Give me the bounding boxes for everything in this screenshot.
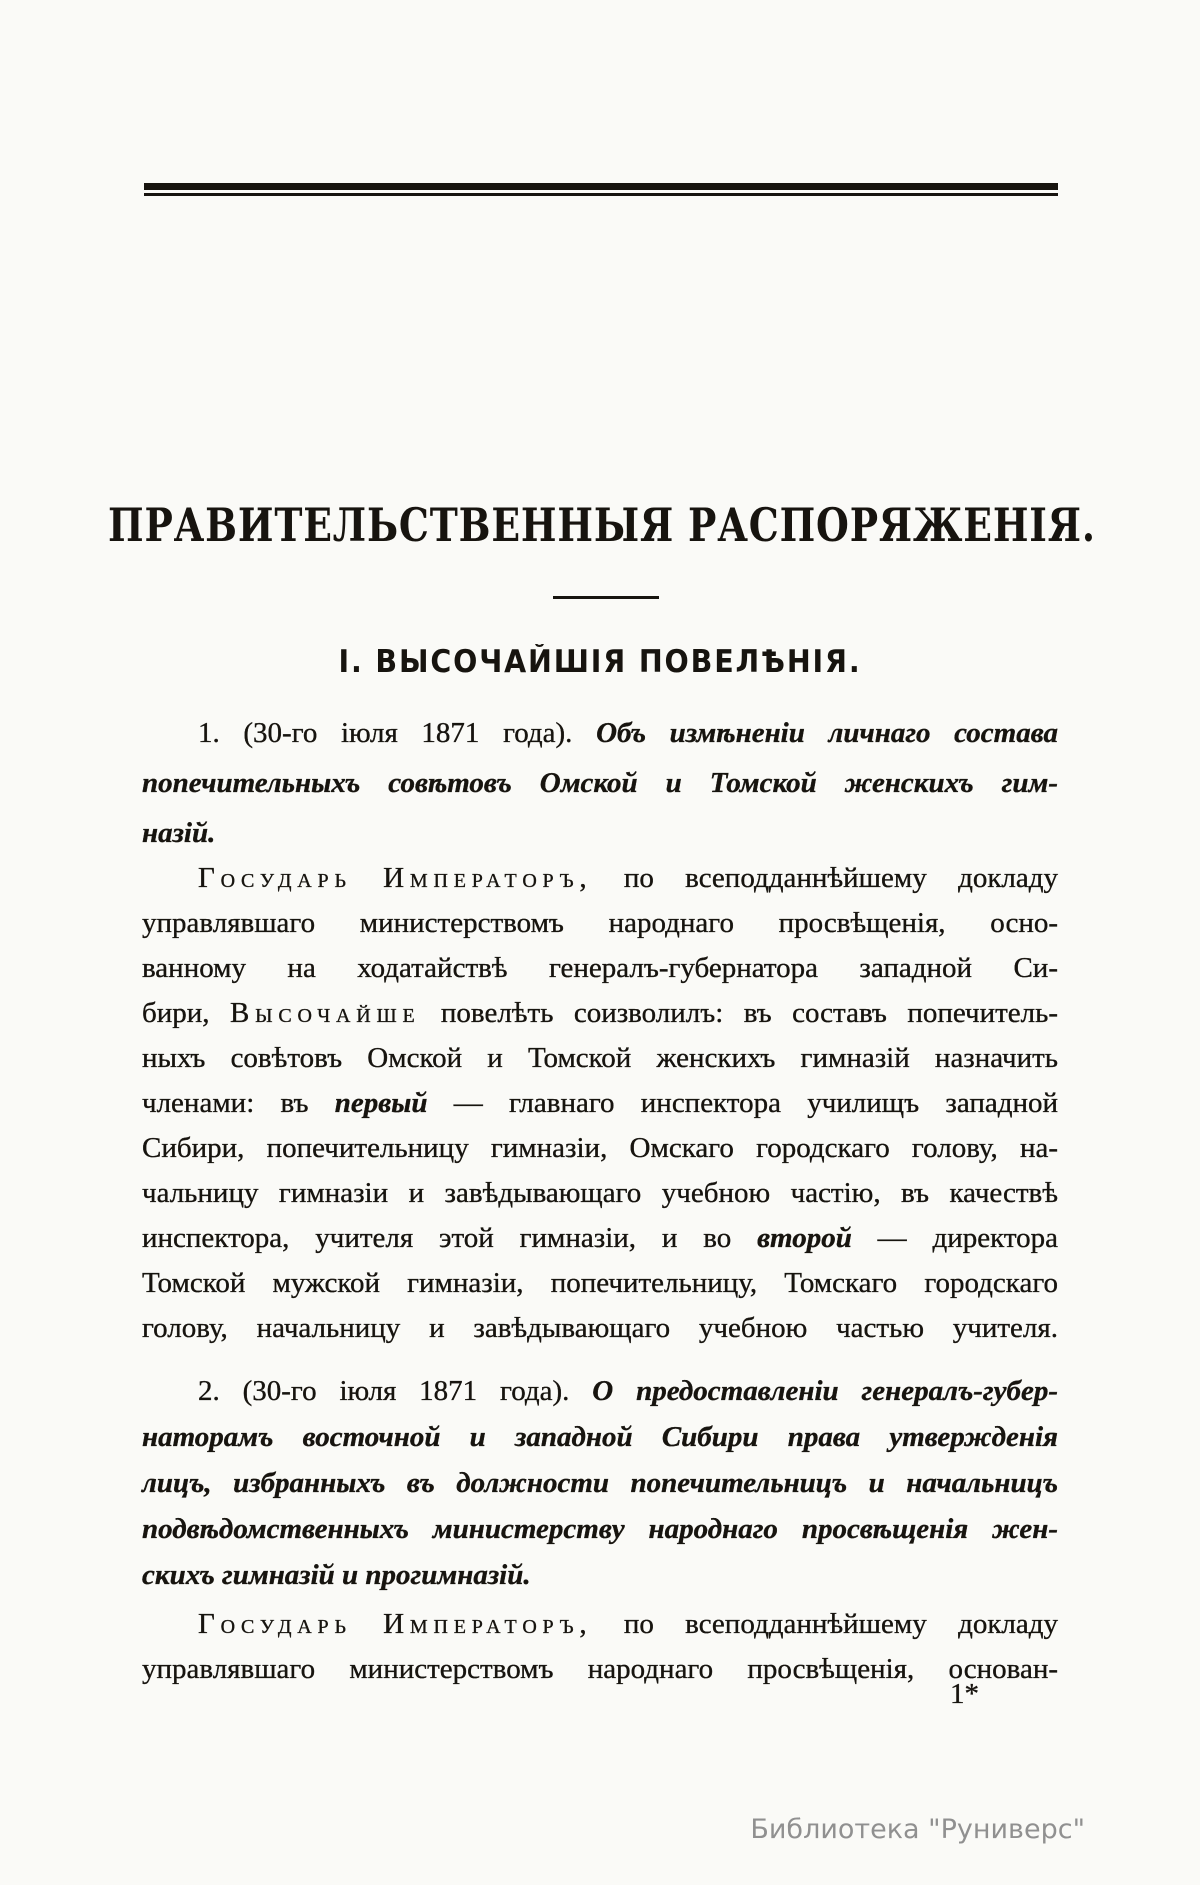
word-vtoroi-italic: второй [757,1222,852,1254]
word-pervyi-italic: первый [334,1087,428,1119]
text-line: управлявшаго министерствомъ народнаго просвѣщенія, основан- [142,1653,1058,1685]
section-heading: І. ВЫСОЧАЙШІЯ ПОВЕЛѢНІЯ. [338,644,862,680]
title-divider-rule [553,596,659,599]
word-gosudar: Государь [198,1608,352,1640]
word-imperator: Императоръ, [383,862,593,894]
text-line [142,708,1058,758]
word-vysochayshe: Высочайше [229,997,421,1029]
text-line: голову, начальницу и завѣдывающаго учебною частью учителя. [142,1312,1058,1344]
decree-1-body [142,856,1058,1351]
text-line [142,856,1058,901]
text-line: Томской мужской гимназіи, попечительницу, Томскаго городскаго [142,1267,1058,1299]
text-segment: членами: въ [142,1087,309,1119]
text-segment: инспектора, учителя этой гимназіи, и во [142,1222,732,1254]
decree-1-number-date: 1. (30-го іюля 1871 года). [198,717,573,749]
decree-1-subject [142,708,1058,858]
text-line: наторамъ восточной и западной Сибири права утвержденія [142,1421,1058,1453]
text-line: Сибири, попечительницу гимназіи, Омскаго городскаго голову, на- [142,1132,1058,1164]
page-title: ПРАВИТЕЛЬСТВЕННЫЯ РАСПОРЯЖЕНІЯ. [108,498,1096,552]
word-imperator: Императоръ, [383,1608,593,1640]
word-gosudar: Государь [198,862,352,894]
text-line: скихъ гимназій и прогимназій. [142,1559,531,1591]
text-segment: — директора [877,1222,1058,1254]
decree-2-body [142,1602,1058,1692]
text-line: назій. [142,817,216,849]
decree-2-number-date: 2. (30-го іюля 1871 года). [198,1375,570,1407]
text-line [142,1081,1058,1126]
decree-1-subject-text: Объ измѣненіи личнаго состава [596,717,1058,749]
text-line: чальницу гимназіи и завѣдывающаго учебною частію, въ качествѣ [142,1177,1058,1209]
text-line: лицъ, избранныхъ въ должности попечительницъ и начальницъ [142,1467,1058,1499]
text-segment: бири, [142,997,210,1029]
decree-2-subject [142,1368,1058,1598]
text-segment: по всеподданнѣйшему докладу [623,862,1059,894]
text-line [142,991,1058,1036]
text-line [142,1368,1058,1414]
header-double-rule [144,183,1058,196]
text-line: попечительныхъ совѣтовъ Омской и Томской женскихъ гим- [142,767,1058,799]
text-line: ныхъ совѣтовъ Омской и Томской женскихъ гимназій назначить [142,1042,1058,1074]
text-line: ванному на ходатайствѣ генералъ-губернатора западной Си- [142,952,1058,984]
text-line [142,1602,1058,1647]
text-line: управлявшаго министерствомъ народнаго просвѣщенія, осно- [142,907,1058,939]
text-segment: по всеподданнѣйшему докладу [623,1608,1059,1640]
text-segment: повелѣть соизволилъ: въ составъ попечитель- [440,997,1059,1029]
signature-mark: 1* [950,1678,979,1710]
text-line [142,1216,1058,1261]
decree-2-subject-text: О предоставленіи генералъ-губер- [592,1375,1058,1407]
text-segment: — главнаго инспектора училищъ западной [453,1087,1059,1119]
library-watermark: Библиотека "Руниверс" [750,1814,1085,1845]
text-line: подвѣдомственныхъ министерству народнаго просвѣщенія жен- [142,1513,1058,1545]
